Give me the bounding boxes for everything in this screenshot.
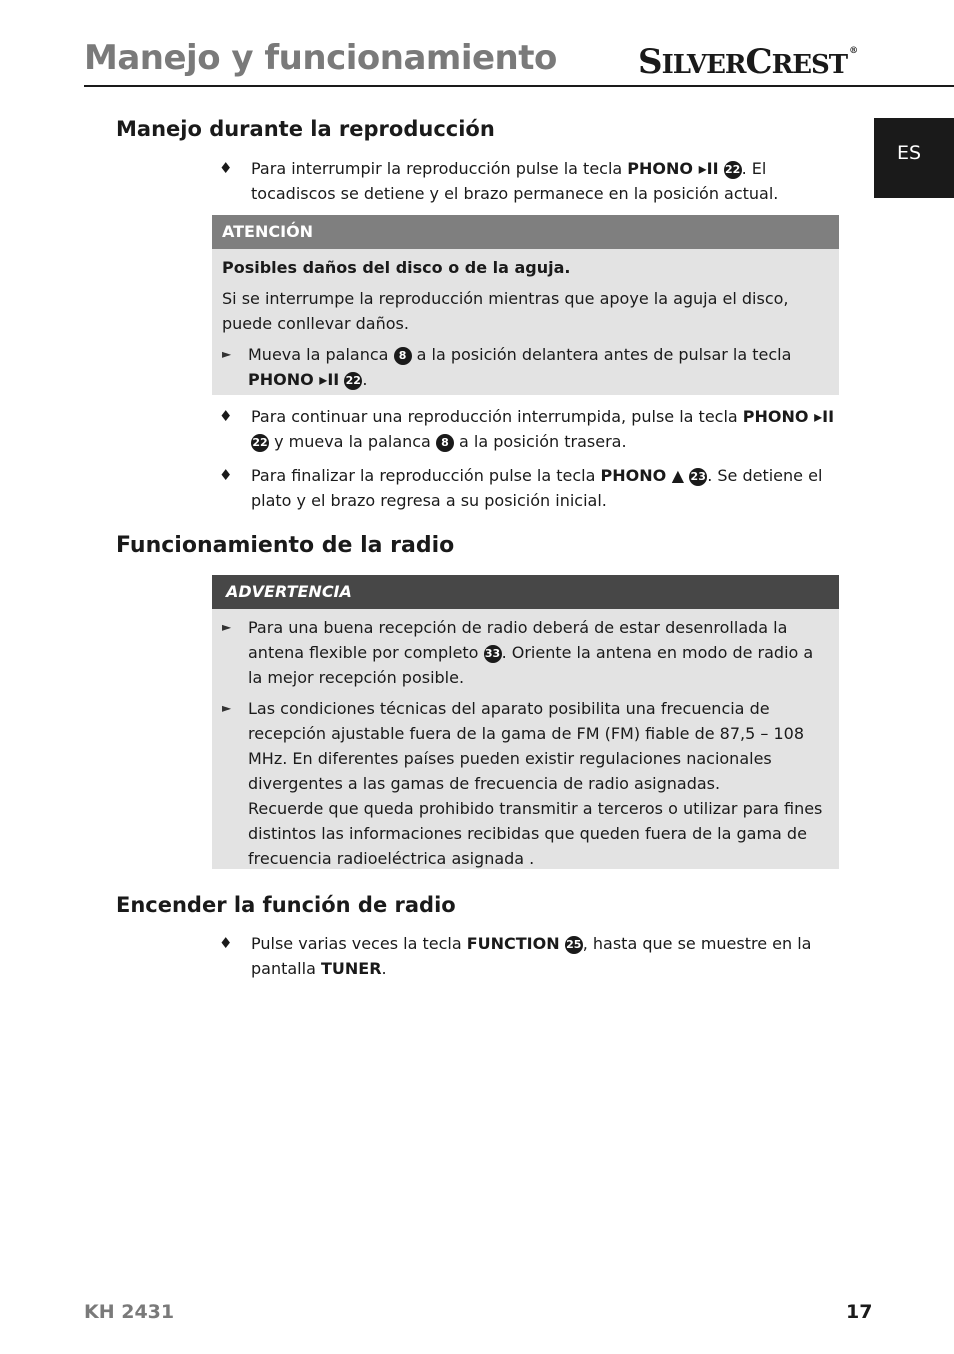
- warning-item-antenna: ► Para una buena recepción de radio deberá de estar desenrollada la antena flexible por completo 33. Oriente la antena en modo de radio a la mejor recepción posible.: [222, 615, 829, 690]
- part-number-badge: 22: [344, 372, 362, 390]
- bullet-function-key: [219, 931, 839, 981]
- part-number-badge: 22: [251, 434, 269, 452]
- attention-bold-line: Posibles daños del disco o de la aguja.: [222, 258, 571, 277]
- diamond-bullet-icon: ♦: [219, 407, 233, 425]
- registered-mark: ®: [849, 46, 858, 56]
- brand-letter-c: C: [745, 42, 772, 82]
- part-number-badge: 8: [394, 347, 412, 365]
- section-heading-radio-on: Encender la función de radio: [116, 893, 456, 917]
- diamond-bullet-icon: ♦: [219, 159, 233, 177]
- brand-part-rest: REST: [771, 50, 848, 80]
- diamond-bullet-icon: ♦: [219, 466, 233, 484]
- brand-letter-s: S: [638, 42, 662, 82]
- attention-text: Si se interrumpe la reproducción mientras que apoye la aguja el disco, puede conllevar daños.: [222, 289, 789, 333]
- page-title: Manejo y funcionamiento: [84, 38, 557, 78]
- warning-item-legal: Recuerde que queda prohibido transmitir a terceros o utilizar para fines distintos las informaciones recibidas que queden fuera de la gama de frecuencia radioeléctrica asignada .: [248, 799, 823, 868]
- section-heading-radio: Funcionamiento de la radio: [116, 533, 455, 558]
- footer-page-number: 17: [846, 1301, 873, 1323]
- attention-label: ATENCIÓN: [212, 215, 839, 249]
- part-number-badge: 33: [484, 645, 502, 663]
- part-number-badge: 22: [724, 161, 742, 179]
- part-number-badge: 23: [689, 468, 707, 486]
- key-phono-play-pause: PHONO ▸II: [248, 370, 340, 389]
- warning-label: ADVERTENCIA: [212, 575, 839, 609]
- section-heading-playback: Manejo durante la reproducción: [116, 117, 495, 141]
- language-tab: [874, 118, 954, 198]
- bullet-interrupt-playback: [219, 156, 839, 206]
- brand-part-ilver: ILVER: [661, 50, 746, 80]
- diamond-bullet-icon: ♦: [219, 934, 233, 952]
- warning-item-frequency: ► Las condiciones técnicas del aparato posibilita una frecuencia de recepción ajustable fuera de la gama de FM (FM) fiable de 87,5 – 108 MHz. En diferentes países pueden existir regulaciones nacionales divergentes a las gamas de frecuencia de radio asignadas. Recuerde que queda prohibido transmitir a terceros o utilizar para fines distintos las informaciones recibidas que queden fuera de la gama de frecuencia radioeléctrica asignada .: [222, 696, 829, 871]
- attention-box: [212, 215, 839, 395]
- key-phono-eject: PHONO ▲: [600, 466, 685, 485]
- bullet-text: Para finalizar la reproducción pulse la tecla PHONO ▲ 23. Se detiene el plato y el brazo regresa a su posición inicial.: [251, 466, 823, 510]
- arrow-bullet-icon: ►: [222, 701, 232, 715]
- key-phono-play-pause: PHONO ▸II: [742, 407, 835, 426]
- brand-logo: [638, 42, 857, 82]
- warning-box: [212, 575, 839, 869]
- language-tab-label: ES: [896, 142, 922, 164]
- attention-instruction: ► Mueva la palanca 8 a la posición delantera antes de pulsar la tecla PHONO ▸II 22.: [222, 342, 829, 392]
- display-tuner: TUNER: [320, 959, 382, 978]
- key-function: FUNCTION: [466, 934, 560, 953]
- bullet-text: Pulse varias veces la tecla FUNCTION 25, hasta que se muestre en la pantalla TUNER.: [251, 934, 812, 978]
- footer-model: KH 2431: [84, 1301, 175, 1323]
- bullet-stop-playback: [219, 463, 839, 513]
- key-phono-play-pause: PHONO ▸II: [627, 159, 719, 178]
- arrow-bullet-icon: ►: [222, 620, 232, 634]
- header-rule: [84, 85, 954, 87]
- part-number-badge: 8: [436, 434, 454, 452]
- arrow-bullet-icon: ►: [222, 347, 232, 361]
- bullet-resume-playback: [219, 404, 839, 454]
- part-number-badge: 25: [565, 936, 583, 954]
- bullet-text: Para interrumpir la reproducción pulse la tecla PHONO ▸II 22. El tocadiscos se detiene y el brazo permanece en la posición actual.: [251, 159, 779, 203]
- bullet-text: Para continuar una reproducción interrumpida, pulse la tecla PHONO ▸II 22 y mueva la palanca 8 a la posición trasera.: [251, 407, 835, 451]
